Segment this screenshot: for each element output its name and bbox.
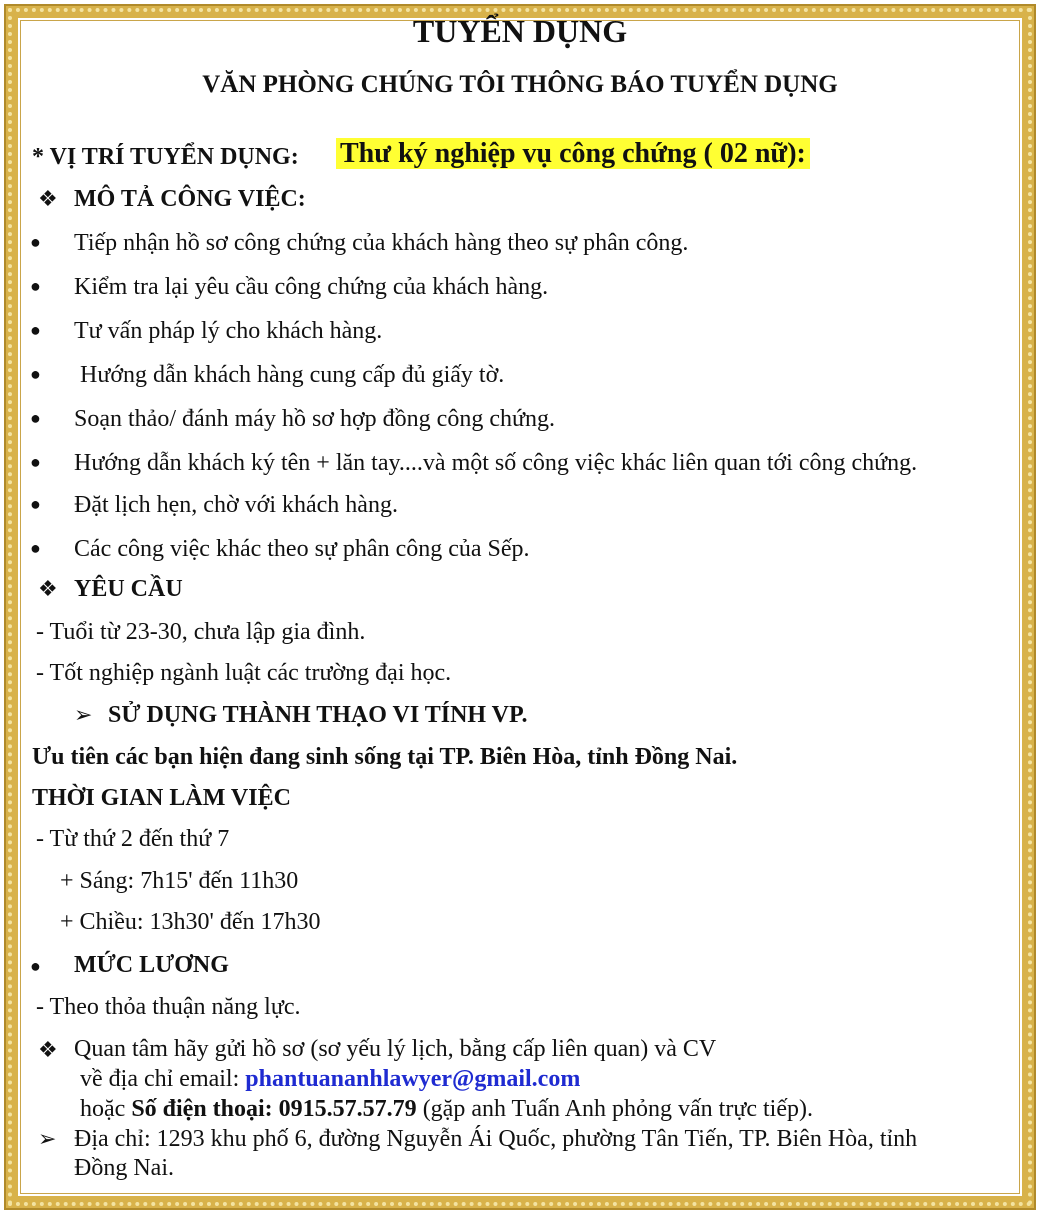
bullet-icon: ● [30, 538, 41, 558]
schedule-afternoon: + Chiều: 13h30' đến 17h30 [60, 909, 321, 935]
salary-heading: MỨC LƯƠNG [74, 952, 229, 978]
requirement-item: - Tốt nghiệp ngành luật các trường đại học. [36, 660, 452, 686]
phone-prefix: hoặc [80, 1096, 132, 1122]
diamond-icon: ❖ [38, 186, 58, 211]
description-item: Tiếp nhận hồ sơ công chứng của khách hàng theo sự phân công. [74, 230, 689, 256]
page-title: TUYỂN DỤNG [412, 13, 628, 49]
description-item: Đặt lịch hẹn, chờ với khách hàng. [74, 492, 398, 518]
phone-suffix: (gặp anh Tuấn Anh phỏng vấn trực tiếp). [416, 1096, 813, 1122]
requirement-item: - Tuổi từ 23-30, chưa lập gia đình. [36, 619, 366, 645]
address-line: Đồng Nai. [74, 1155, 174, 1181]
description-item: Hướng dẫn khách hàng cung cấp đủ giấy tờ. [74, 362, 505, 388]
description-item: Các công việc khác theo sự phân công của Sếp. [74, 536, 530, 562]
description-heading: MÔ TẢ CÔNG VIỆC: [74, 186, 306, 212]
diamond-icon: ❖ [38, 1037, 58, 1062]
schedule-morning: + Sáng: 7h15' đến 11h30 [60, 868, 299, 894]
bullet-icon: ● [30, 320, 41, 340]
email-prefix: về địa chỉ email: [80, 1066, 246, 1092]
arrow-icon: ➢ [38, 1126, 57, 1151]
contact-email-line [80, 1064, 580, 1094]
email-link[interactable]: phantuananhlawyer@gmail.com [245, 1066, 581, 1092]
contact-phone-line [80, 1094, 813, 1124]
description-item: Tư vấn pháp lý cho khách hàng. [74, 318, 383, 344]
bullet-icon: ● [30, 276, 41, 296]
page-subtitle: VĂN PHÒNG CHÚNG TÔI THÔNG BÁO TUYỂN DỤNG [202, 71, 838, 98]
computer-skill: SỬ DỤNG THÀNH THẠO VI TÍNH VP. [108, 702, 528, 728]
description-item: Hướng dẫn khách ký tên + lăn tay....và một số công việc khác liên quan tới công chứng. [74, 450, 918, 476]
schedule-heading: THỜI GIAN LÀM VIỆC [32, 785, 291, 811]
description-item: Soạn thảo/ đánh máy hồ sơ hợp đồng công chứng. [74, 406, 555, 432]
salary-text: - Theo thỏa thuận năng lực. [36, 994, 301, 1020]
contact-line: Quan tâm hãy gửi hồ sơ (sơ yếu lý lịch, bằng cấp liên quan) và CV [74, 1036, 717, 1062]
bullet-icon: ● [30, 956, 41, 976]
position-value: Thư ký nghiệp vụ công chứng ( 02 nữ): [336, 138, 810, 169]
phone-number: Số điện thoại: 0915.57.57.79 [131, 1096, 417, 1122]
address-line: Địa chỉ: 1293 khu phố 6, đường Nguyễn Ái Quốc, phường Tân Tiến, TP. Biên Hòa, tỉnh [74, 1126, 918, 1152]
bullet-icon: ● [30, 408, 41, 428]
bullet-icon: ● [30, 452, 41, 472]
priority-note: Ưu tiên các bạn hiện đang sinh sống tại TP. Biên Hòa, tỉnh Đồng Nai. [32, 744, 738, 770]
position-label: * VỊ TRÍ TUYỂN DỤNG: [32, 144, 299, 170]
bullet-icon: ● [30, 232, 41, 252]
bullet-icon: ● [30, 364, 41, 384]
bullet-icon: ● [30, 494, 41, 514]
schedule-days: - Từ thứ 2 đến thứ 7 [36, 826, 230, 852]
description-item: Kiểm tra lại yêu cầu công chứng của khách hàng. [74, 274, 549, 300]
requirements-heading: YÊU CẦU [74, 576, 183, 602]
position-value-wrap [336, 139, 810, 170]
diamond-icon: ❖ [38, 576, 58, 601]
arrow-icon: ➢ [74, 702, 93, 727]
